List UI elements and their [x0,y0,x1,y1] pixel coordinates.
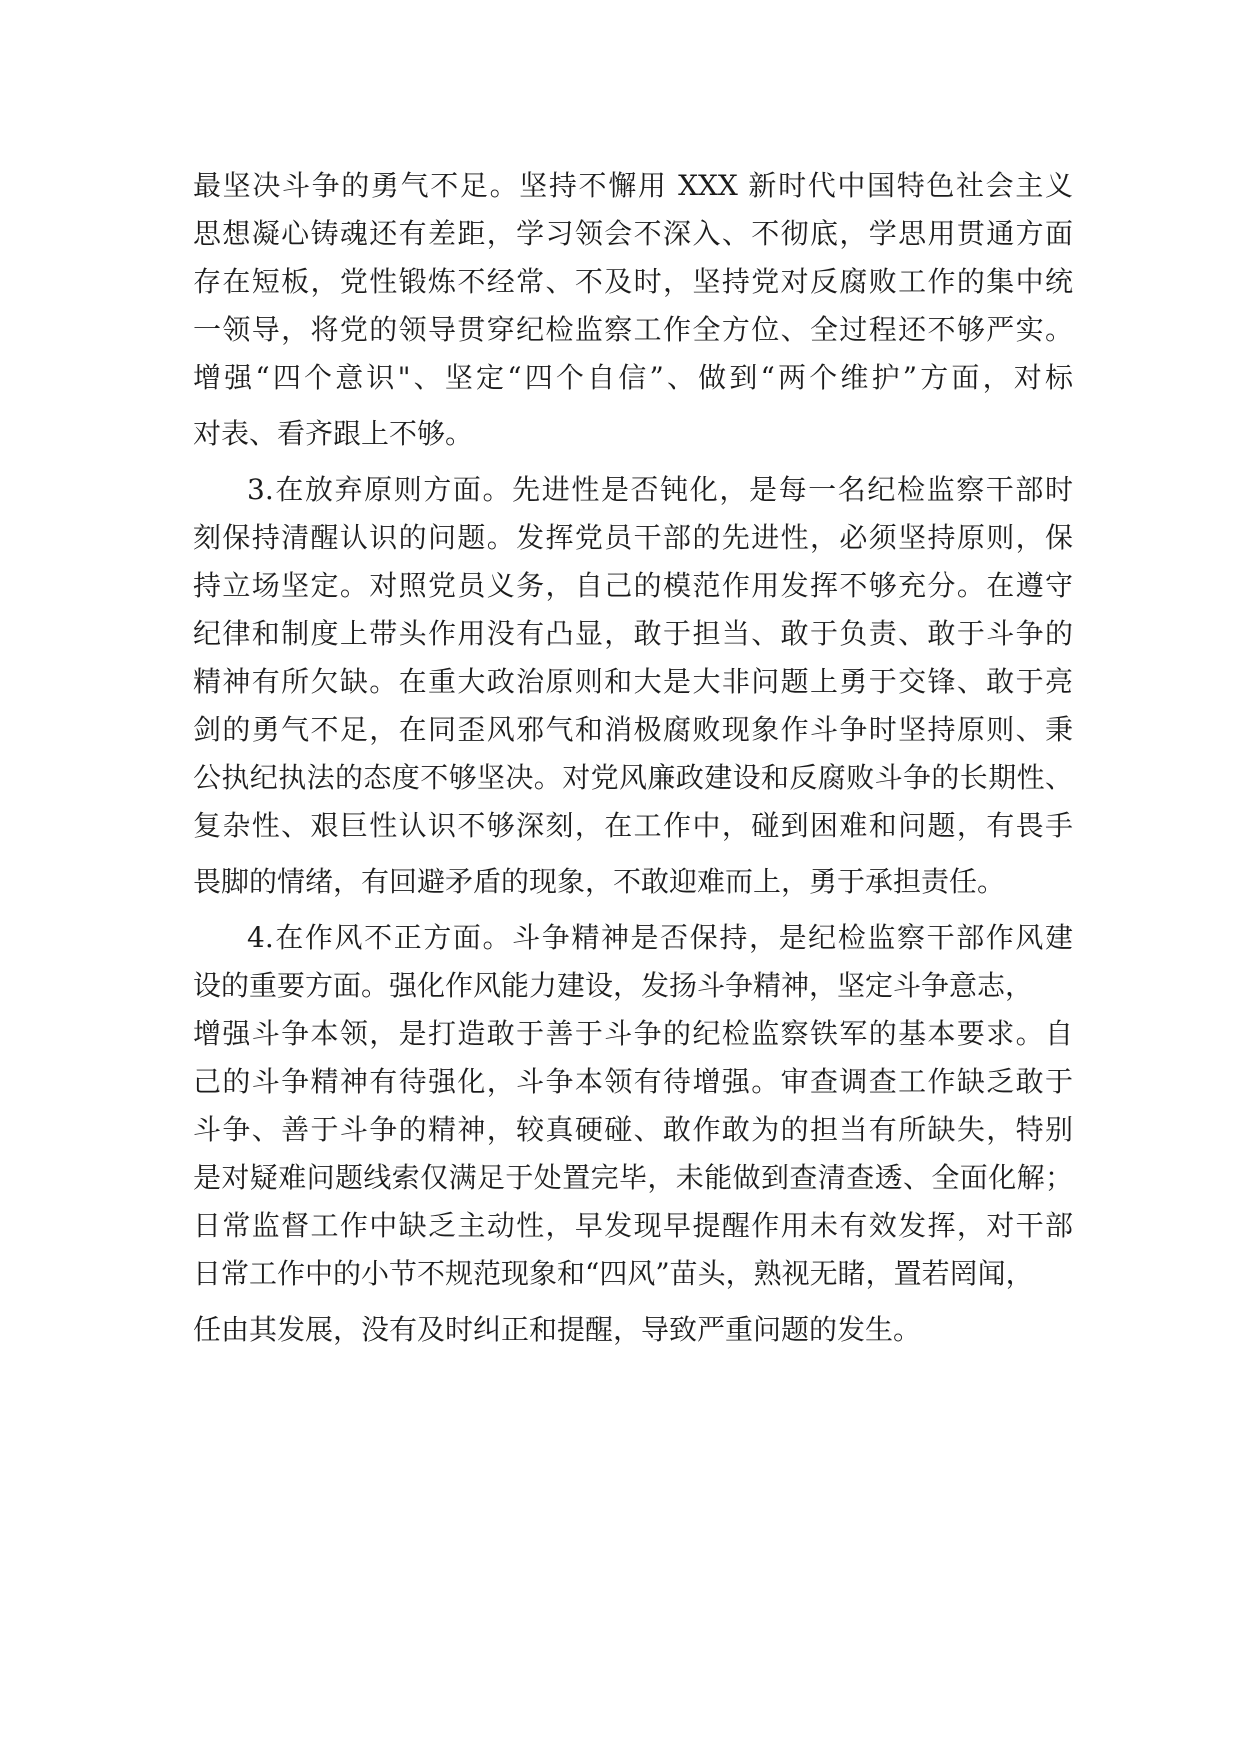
text-line: 是对疑难问题线索仅满足于处置完毕，未能做到查清查透、全面化解； [193,1161,1073,1194]
text-line: 日常工作中的小节不规范现象和“四风”苗头，熟视无睹，置若罔闻， [193,1257,1034,1290]
text-line: 精神有所欠缺。在重大政治原则和大是大非问题上勇于交锋、敢于亮 [193,665,1073,698]
text-line: 存在短板，党性锻炼不经常、不及时，坚持党对反腐败工作的集中统 [193,265,1073,298]
text-line: 己的斗争精神有待强化，斗争本领有待增强。审查调查工作缺乏敢于 [193,1065,1073,1098]
text-line: 最坚决斗争的勇气不足。坚持不懈用 XXX 新时代中国特色社会主义 [193,169,1073,202]
text-line: 任由其发展，没有及时纠正和提醒，导致严重问题的发生。 [193,1313,922,1346]
text-line: 一领导，将党的领导贯穿纪检监察工作全方位、全过程还不够严实。 [193,313,1073,346]
text-line: 剑的勇气不足，在同歪风邪气和消极腐败现象作斗争时坚持原则、秉 [193,713,1073,746]
text-line: 增强斗争本领，是打造敢于善于斗争的纪检监察铁军的基本要求。自 [193,1017,1073,1050]
paragraph-heading-3: 3.在放弃原则方面。先进性是否钝化，是每一名纪检监察干部时 [247,473,1073,506]
text-line: 斗争、善于斗争的精神，较真硬碰、敢作敢为的担当有所缺失，特别 [193,1113,1073,1146]
text-line: 对表、看齐跟上不够。 [193,417,474,450]
text-line: 纪律和制度上带头作用没有凸显，敢于担当、敢于负责、敢于斗争的 [193,617,1073,650]
paragraph-heading-4: 4.在作风不正方面。斗争精神是否保持，是纪检监察干部作风建 [247,921,1073,954]
text-line: 日常监督工作中缺乏主动性，早发现早提醒作用未有效发挥，对干部 [193,1209,1073,1242]
text-line: 思想凝心铸魂还有差距，学习领会不深入、不彻底，学思用贯通方面 [193,217,1073,250]
text-line: 公执纪执法的态度不够坚决。对党风廉政建设和反腐败斗争的长期性、 [193,761,1073,794]
text-line: 复杂性、艰巨性认识不够深刻，在工作中，碰到困难和问题，有畏手 [193,809,1073,842]
text-line: 设的重要方面。强化作风能力建设，发扬斗争精神，坚定斗争意志， [193,969,1034,1002]
text-line: 畏脚的情绪，有回避矛盾的现象，不敢迎难而上，勇于承担责任。 [193,865,1006,898]
text-line: 增强“四个意识"、坚定“四个自信”、做到“两个维护”方面，对标 [193,361,1073,394]
text-line: 刻保持清醒认识的问题。发挥党员干部的先进性，必须坚持原则，保 [193,521,1073,554]
text-line: 持立场坚定。对照党员义务，自己的模范作用发挥不够充分。在遵守 [193,569,1073,602]
